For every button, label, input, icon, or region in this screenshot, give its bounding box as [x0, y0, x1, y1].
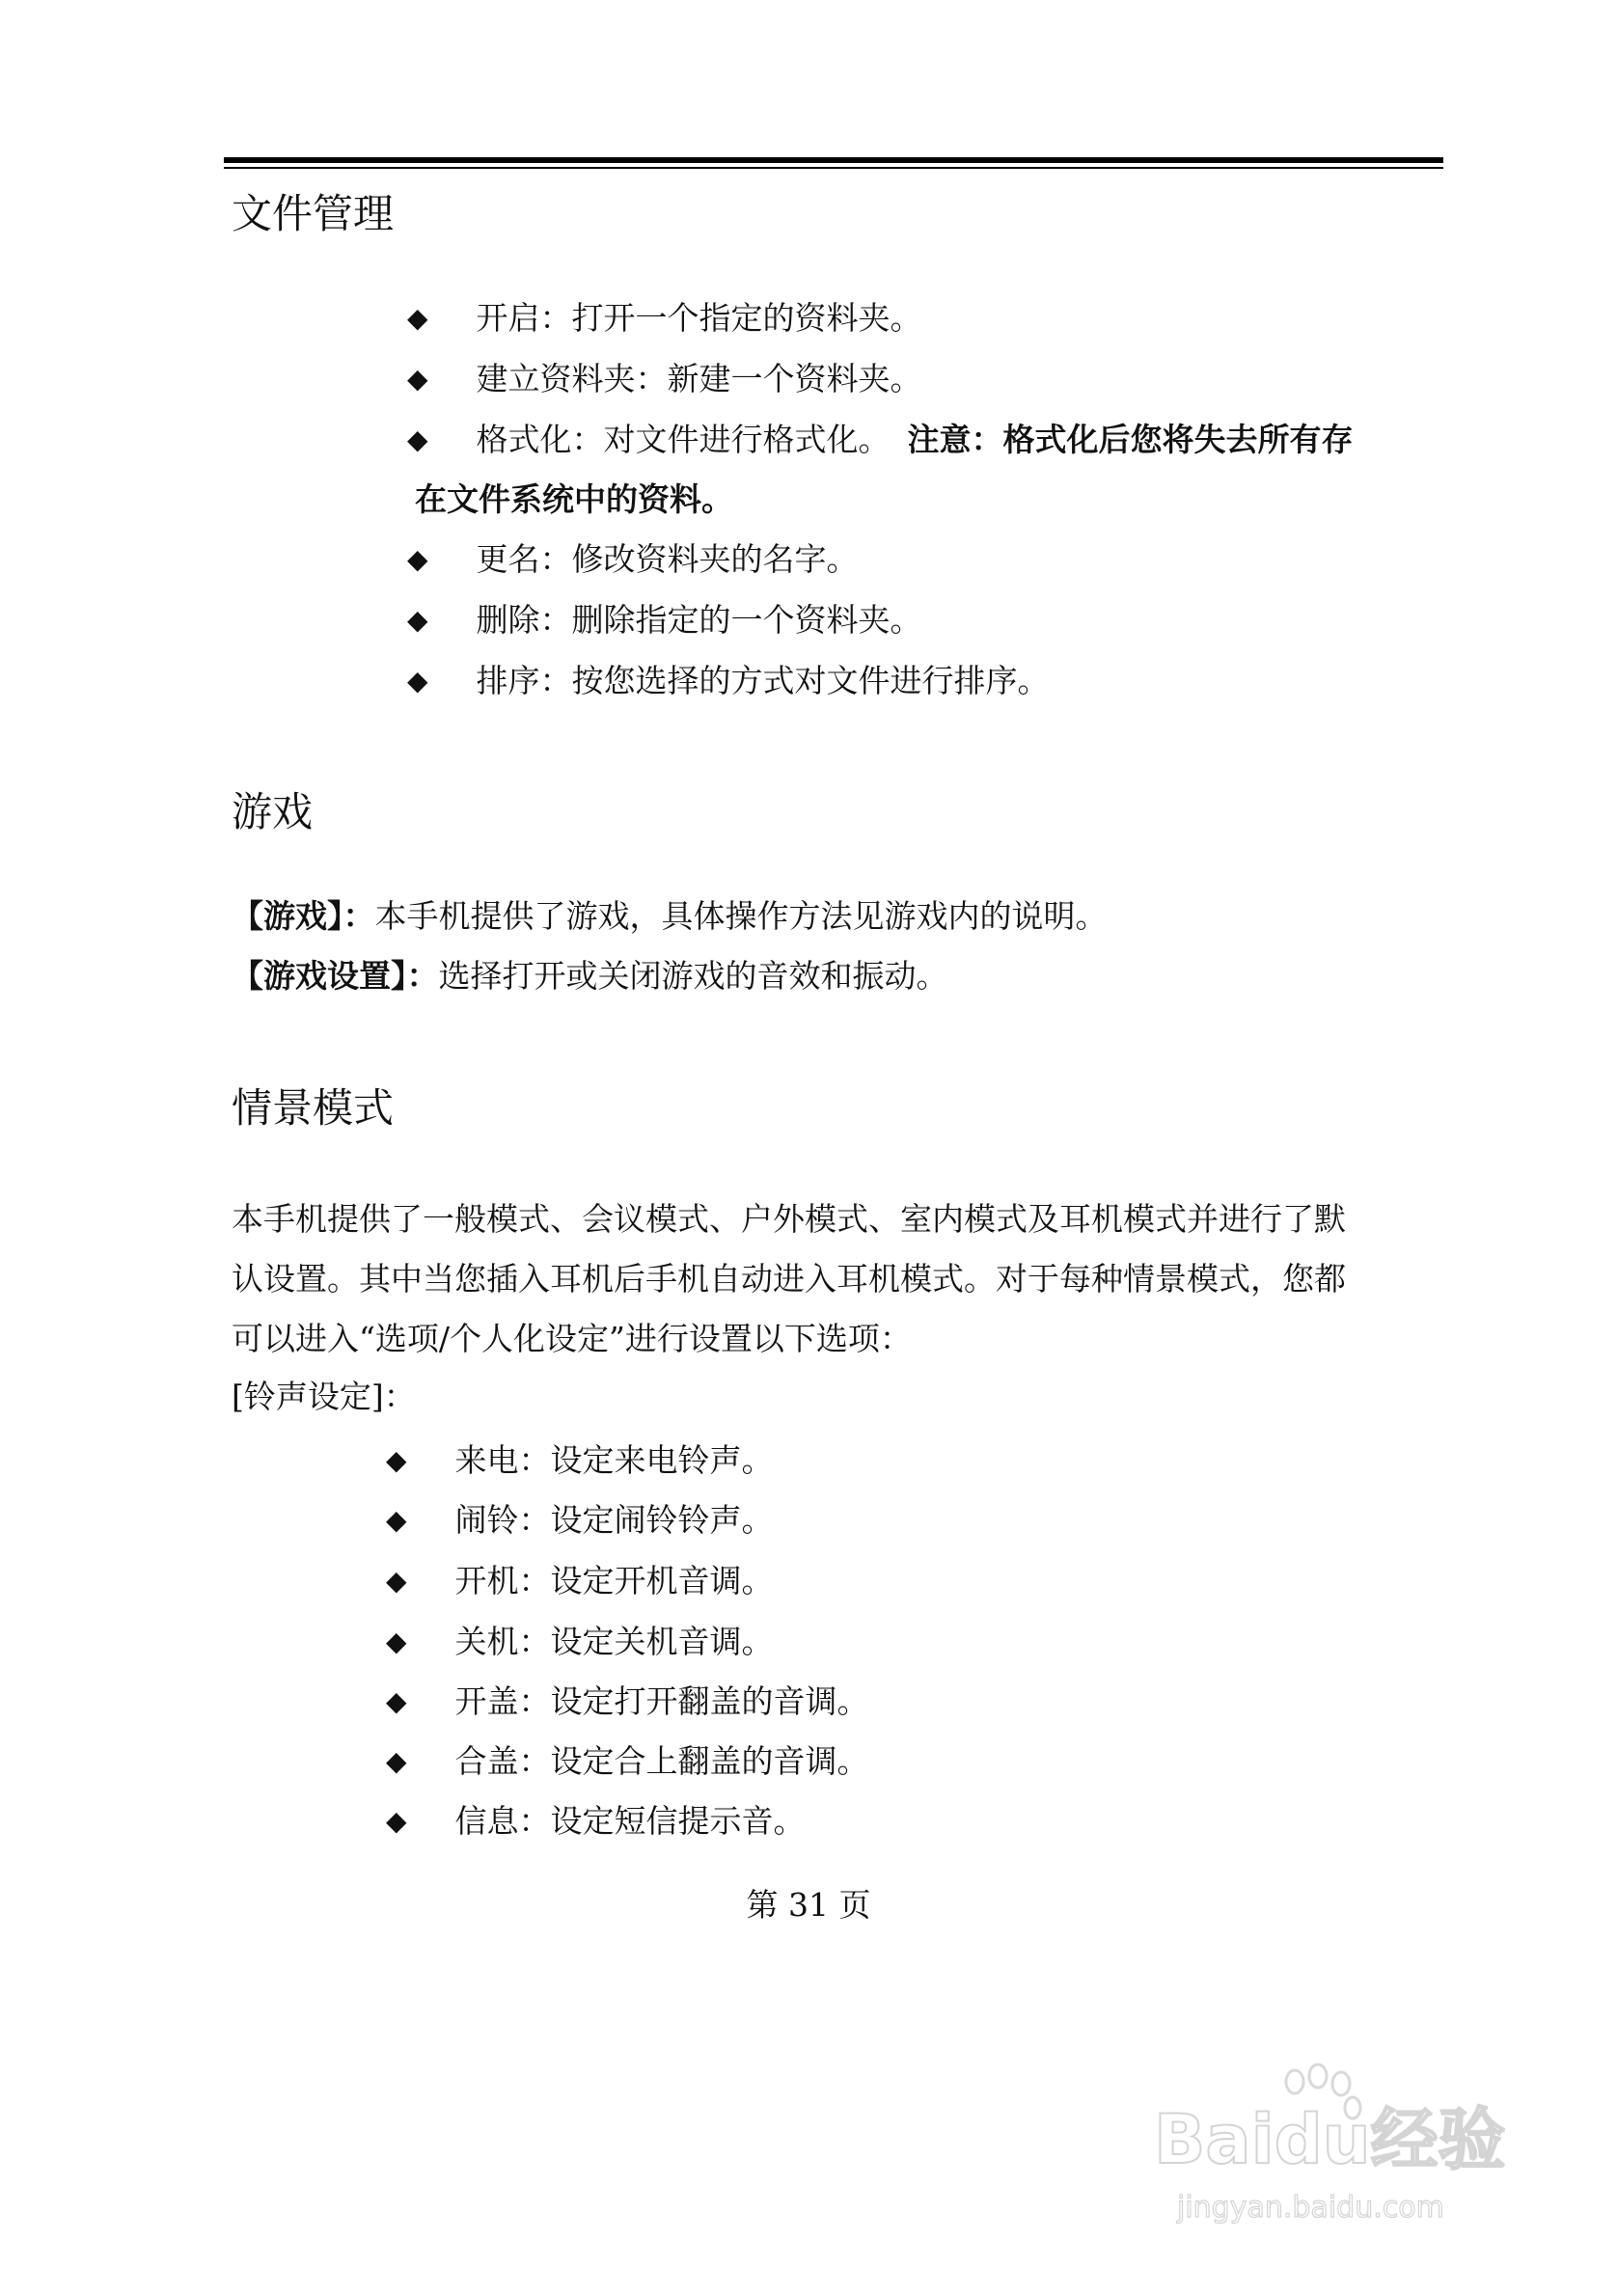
paragraph-line: 【游戏设置】：选择打开或关闭游戏的音效和振动。 [232, 957, 948, 995]
list-item: ◆ 合盖：设定合上翻盖的音调。 [386, 1742, 869, 1780]
bullet-icon: ◆ [386, 1626, 407, 1657]
header-rule-thin [224, 167, 1443, 169]
bullet-icon: ◆ [407, 543, 428, 575]
list-item: ◆ 删除：删除指定的一个资料夹。 [407, 601, 922, 639]
bullet-icon: ◆ [386, 1565, 407, 1597]
list-item: ◆ 格式化：对文件进行格式化。 注意：格式化后您将失去所有存 [407, 421, 1354, 458]
bullet-icon: ◆ [386, 1685, 407, 1717]
format-warning-cont: 在文件系统中的资料。 [415, 480, 733, 518]
paragraph-line: 可以进入“选项/个人化设定”进行设置以下选项： [232, 1320, 912, 1357]
list-item: ◆ 更名：修改资料夹的名字。 [407, 540, 859, 578]
section-heading-game: 游戏 [232, 788, 314, 835]
bullet-icon: ◆ [386, 1805, 407, 1837]
paragraph-line: 本手机提供了一般模式、会议模式、户外模式、室内模式及耳机模式并进行了默 [232, 1200, 1346, 1238]
header-rule [224, 157, 1443, 163]
bullet-icon: ◆ [386, 1444, 407, 1476]
bullet-icon: ◆ [407, 363, 428, 395]
bullet-icon: ◆ [407, 665, 428, 697]
list-item: ◆ 开启：打开一个指定的资料夹。 [407, 299, 922, 337]
list-item: ◆ 来电：设定来电铃声。 [386, 1441, 774, 1479]
baidu-watermark-logo [1148, 2055, 1553, 2238]
watermark-url: jingyan.baidu.com [1177, 2191, 1444, 2225]
section-heading-file: 文件管理 [232, 190, 395, 237]
list-item: ◆ 开盖：设定打开翻盖的音调。 [386, 1682, 869, 1720]
list-item: ◆ 建立资料夹：新建一个资料夹。 [407, 360, 922, 397]
list-item: ◆ 信息：设定短信提示音。 [386, 1802, 806, 1840]
bullet-icon: ◆ [407, 424, 428, 455]
list-item: ◆ 排序：按您选择的方式对文件进行排序。 [407, 662, 1050, 699]
list-item: ◆ 关机：设定关机音调。 [386, 1623, 774, 1660]
paragraph-line: 认设置。其中当您插入耳机后手机自动进入耳机模式。对于每种情景模式，您都 [232, 1260, 1346, 1298]
list-item: ◆ 闹铃：设定闹铃铃声。 [386, 1501, 774, 1539]
list-item: ◆ 开机：设定开机音调。 [386, 1562, 774, 1599]
watermark-brand: Baidu经验 [1154, 2100, 1506, 2179]
bullet-icon: ◆ [407, 604, 428, 636]
format-warning: 注意：格式化后您将失去所有存 [907, 421, 1354, 458]
ring-settings-label: [铃声设定]： [232, 1378, 416, 1415]
section-heading-profile: 情景模式 [232, 1084, 395, 1132]
bullet-icon: ◆ [386, 1504, 407, 1536]
page-number: 第 31 页 [746, 1886, 871, 1924]
bullet-icon: ◆ [407, 302, 428, 334]
paragraph-line: 【游戏】：本手机提供了游戏，具体操作方法见游戏内的说明。 [232, 897, 1108, 935]
bullet-icon: ◆ [386, 1745, 407, 1777]
